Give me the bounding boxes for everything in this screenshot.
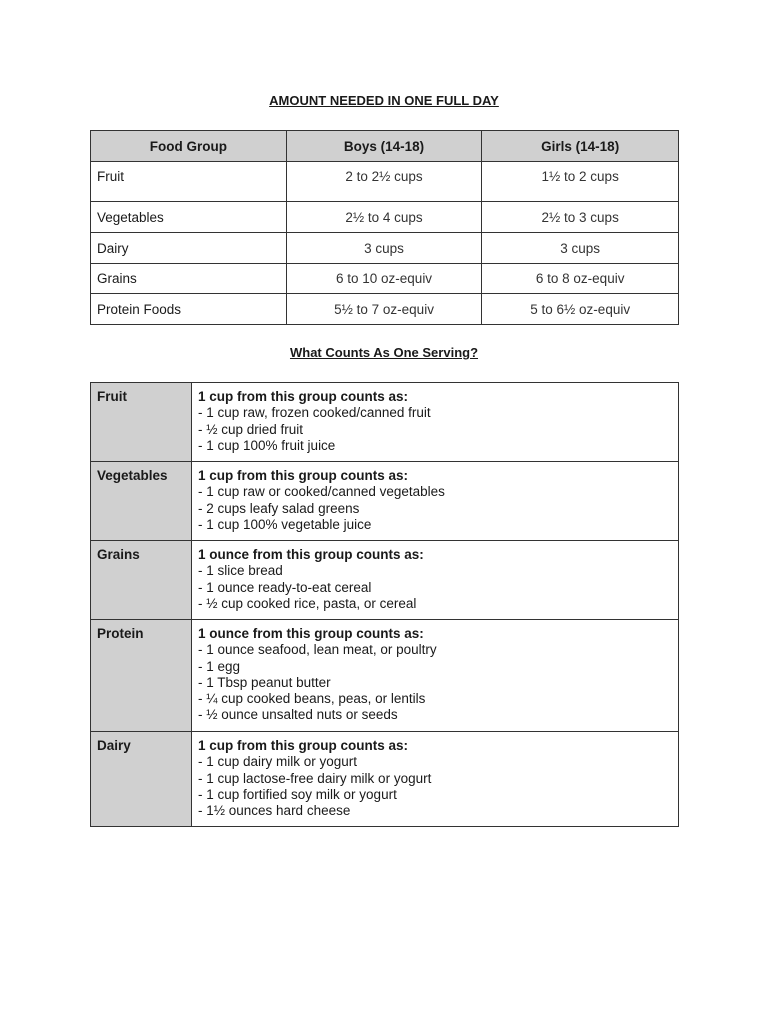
serving-item: - 1 cup dairy milk or yogurt <box>198 754 358 770</box>
serving-heading: 1 ounce from this group counts as: <box>198 626 424 641</box>
amount-table-header-row <box>91 131 679 162</box>
serving-group-cell: Grains <box>91 541 192 620</box>
boys-amount-cell: 6 to 10 oz-equiv <box>286 264 482 294</box>
boys-amount-cell: 3 cups <box>286 233 482 264</box>
table-row <box>91 162 679 202</box>
serving-item: - 1 cup raw or cooked/canned vegetables <box>198 484 445 500</box>
table-row <box>91 541 679 620</box>
serving-heading: 1 cup from this group counts as: <box>198 738 409 753</box>
serving-item: - 1 egg <box>198 658 241 674</box>
serving-description-cell <box>192 541 679 620</box>
serving-item: - 1 cup 100% vegetable juice <box>198 516 372 532</box>
food-group-cell: Protein Foods <box>91 294 287 325</box>
column-header-boys: Boys (14-18) <box>286 131 482 162</box>
table-row <box>91 620 679 732</box>
serving-item: - ½ cup cooked rice, pasta, or cereal <box>198 595 417 611</box>
serving-item: - 1 ounce seafood, lean meat, or poultry <box>198 642 437 658</box>
serving-heading: 1 cup from this group counts as: <box>198 468 409 483</box>
serving-description-cell <box>192 383 679 462</box>
girls-amount-cell: 1½ to 2 cups <box>482 162 679 202</box>
serving-item: - ¼ cup cooked beans, peas, or lentils <box>198 691 426 707</box>
food-group-cell: Fruit <box>91 162 287 202</box>
table-row <box>91 732 679 827</box>
serving-item: - 1½ ounces hard cheese <box>198 803 351 819</box>
serving-item: - 1 Tbsp peanut butter <box>198 674 331 690</box>
serving-item: - 1 cup lactose-free dairy milk or yogurt <box>198 770 432 786</box>
boys-amount-cell: 5½ to 7 oz-equiv <box>286 294 482 325</box>
table-row <box>91 383 679 462</box>
amount-table <box>90 130 679 325</box>
serving-item: - 1 cup raw, frozen cooked/canned fruit <box>198 405 431 421</box>
table-row <box>91 202 679 233</box>
table-row <box>91 264 679 294</box>
serving-item: - ½ ounce unsalted nuts or seeds <box>198 707 398 723</box>
food-group-cell: Dairy <box>91 233 287 264</box>
food-group-cell: Vegetables <box>91 202 287 233</box>
serving-heading: 1 ounce from this group counts as: <box>198 547 424 562</box>
serving-group-cell: Fruit <box>91 383 192 462</box>
table-row <box>91 294 679 325</box>
serving-item: - 1 ounce ready-to-eat cereal <box>198 579 372 595</box>
column-header-girls: Girls (14-18) <box>482 131 679 162</box>
girls-amount-cell: 5 to 6½ oz-equiv <box>482 294 679 325</box>
serving-item: - 1 cup fortified soy milk or yogurt <box>198 786 397 802</box>
serving-heading: 1 cup from this group counts as: <box>198 389 409 404</box>
serving-description-cell <box>192 462 679 541</box>
serving-group-cell: Dairy <box>91 732 192 827</box>
column-header-food-group: Food Group <box>91 131 287 162</box>
serving-section-title: What Counts As One Serving? <box>289 345 479 360</box>
girls-amount-cell: 2½ to 3 cups <box>482 202 679 233</box>
girls-amount-cell: 6 to 8 oz-equiv <box>482 264 679 294</box>
table-row <box>91 462 679 541</box>
serving-group-cell: Protein <box>91 620 192 732</box>
girls-amount-cell: 3 cups <box>482 233 679 264</box>
serving-table <box>90 382 679 827</box>
serving-item: - 1 slice bread <box>198 563 283 579</box>
serving-group-cell: Vegetables <box>91 462 192 541</box>
serving-description-cell <box>192 620 679 732</box>
page-title: AMOUNT NEEDED IN ONE FULL DAY <box>269 93 499 108</box>
serving-item: - 2 cups leafy salad greens <box>198 500 360 516</box>
table-row <box>91 233 679 264</box>
serving-item: - 1 cup 100% fruit juice <box>198 437 336 453</box>
serving-item: - ½ cup dried fruit <box>198 421 304 437</box>
boys-amount-cell: 2 to 2½ cups <box>286 162 482 202</box>
serving-description-cell <box>192 732 679 827</box>
boys-amount-cell: 2½ to 4 cups <box>286 202 482 233</box>
food-group-cell: Grains <box>91 264 287 294</box>
